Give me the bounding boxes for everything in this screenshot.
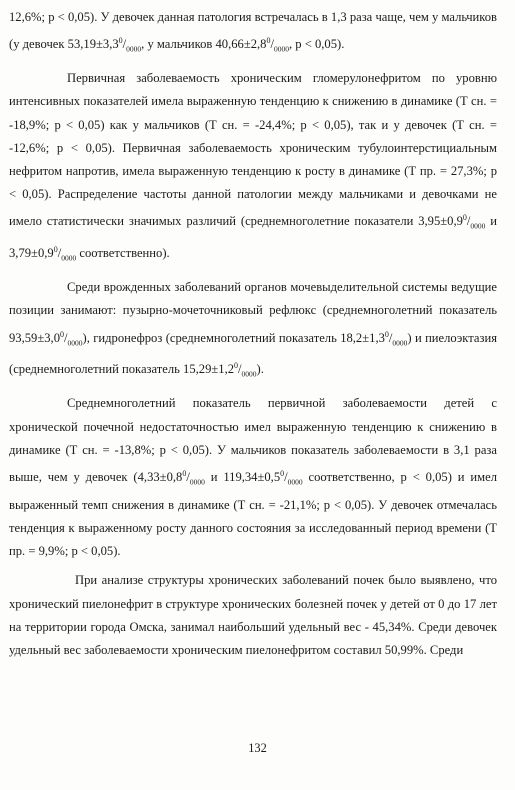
text-run: ). <box>256 362 264 377</box>
text-run: Среди врожденных заболеваний органов мочевыделительной системы ведущие позиции занимают: пузырно-мочеточниковый рефлюкс (среднемноголетний показатель 93,59±3,0 <box>9 280 497 345</box>
paragraph <box>9 6 497 61</box>
text-run: 12,6%; р < 0,05). У девочек данная патология встречалась в 1,3 раза чаще, чем у мальчиков (у девочек 53,19±3,3 <box>9 10 497 52</box>
subscript-text: 0000 <box>392 338 408 348</box>
subscript-text: 0000 <box>241 370 257 380</box>
text-run: и 119,34±0,5 <box>204 470 281 485</box>
text-run: и 3,79±0,9 <box>9 214 498 261</box>
text-run: Первичная заболеваемость хроническим гломерулонефритом по уровню интенсивных показателей имела выраженную тенденцию к снижению в динамике (Т сн. = -18,9%; р < 0,05) как у мальчиков (Т сн. = -24,4%; р < 0,05), так и у девочек (Т сн. = -12,6%; р < 0,05). Первичная заболеваемость хроническим тубулоинтерстициальным нефритом напротив, имела выраженную тенденцию к росту в динамике (Т пр. = 27,3%; р < 0,05). Распределение частоты данной патологии между мальчиками и девочками не имело статистически значимых различий (среднемноголетние показатели 3,95±0,9 <box>9 71 497 229</box>
subscript-text: 0000 <box>126 44 142 54</box>
superscript-text: 0 <box>234 361 239 371</box>
superscript-text: 0 <box>266 36 271 46</box>
text-run: / <box>388 330 393 345</box>
superscript-text: 0 <box>182 468 187 478</box>
text-run: / <box>466 214 471 229</box>
subscript-text: 0000 <box>287 477 303 487</box>
body-text <box>9 6 497 662</box>
paragraph <box>9 67 497 270</box>
text-run: / <box>64 330 68 345</box>
subscript-text: 0000 <box>273 44 289 54</box>
superscript-text: 0 <box>280 468 285 478</box>
text-run: ), гидронефроз (среднемноголетний показатель 18,2±1,3 <box>82 330 385 345</box>
subscript-text: 0000 <box>61 253 77 263</box>
paragraph <box>9 569 497 662</box>
text-run: соответственно). <box>76 246 170 261</box>
text-run: , p < 0,05). <box>288 37 345 52</box>
text-run: , у мальчиков 40,66±2,8 <box>141 37 267 52</box>
page-number: 132 <box>248 741 267 755</box>
subscript-text: 0000 <box>470 222 486 232</box>
paragraph <box>9 392 497 563</box>
paragraph <box>9 276 497 386</box>
text-run: / <box>238 362 242 377</box>
superscript-text: 0 <box>384 329 389 339</box>
subscript-text: 0000 <box>189 477 205 487</box>
superscript-text: 0 <box>60 329 64 339</box>
text-run: соответственно, p < 0,05) и имел выраженный темп снижения в динамике (Т сн. = -21,1%; р < 0,05). У девочек отмечалась тенденция к выраженному росту данного состояния за исследованный период времени (Т пр. = 9,9%; р < 0,05). <box>9 470 497 559</box>
text-run: / <box>270 37 274 52</box>
superscript-text: 0 <box>53 245 58 255</box>
text-run: / <box>122 37 127 52</box>
text-run: / <box>284 470 288 485</box>
text-run: / <box>186 470 190 485</box>
superscript-text: 0 <box>462 213 467 223</box>
text-run: / <box>57 246 62 261</box>
text-run: При анализе структуры хронических заболеваний почек было выявлено, что хронический пиелонефрит в структуре хронических болезней почек у детей от 0 до 17 лет на территории города Омска, занимал наибольший удельный вес - 45,34%. Среди девочек удельный вес заболеваемости хроническим пиелонефритом составил 50,99%. Среди <box>9 573 497 658</box>
subscript-text: 0000 <box>67 338 83 348</box>
text-run: ) и пиелоэктазия (среднемноголетний показатель 15,29±1,2 <box>9 330 497 377</box>
superscript-text: 0 <box>118 36 123 46</box>
text-run: Среднемноголетний показатель первичной заболеваемости детей с хронической почечной недостаточностью имел выраженную тенденцию к снижению в динамике (Т сн. = -13,8%; р < 0,05). У мальчиков показатель заболеваемости в 3,1 раза выше, чем у девочек (4,33±0,8 <box>9 396 497 485</box>
